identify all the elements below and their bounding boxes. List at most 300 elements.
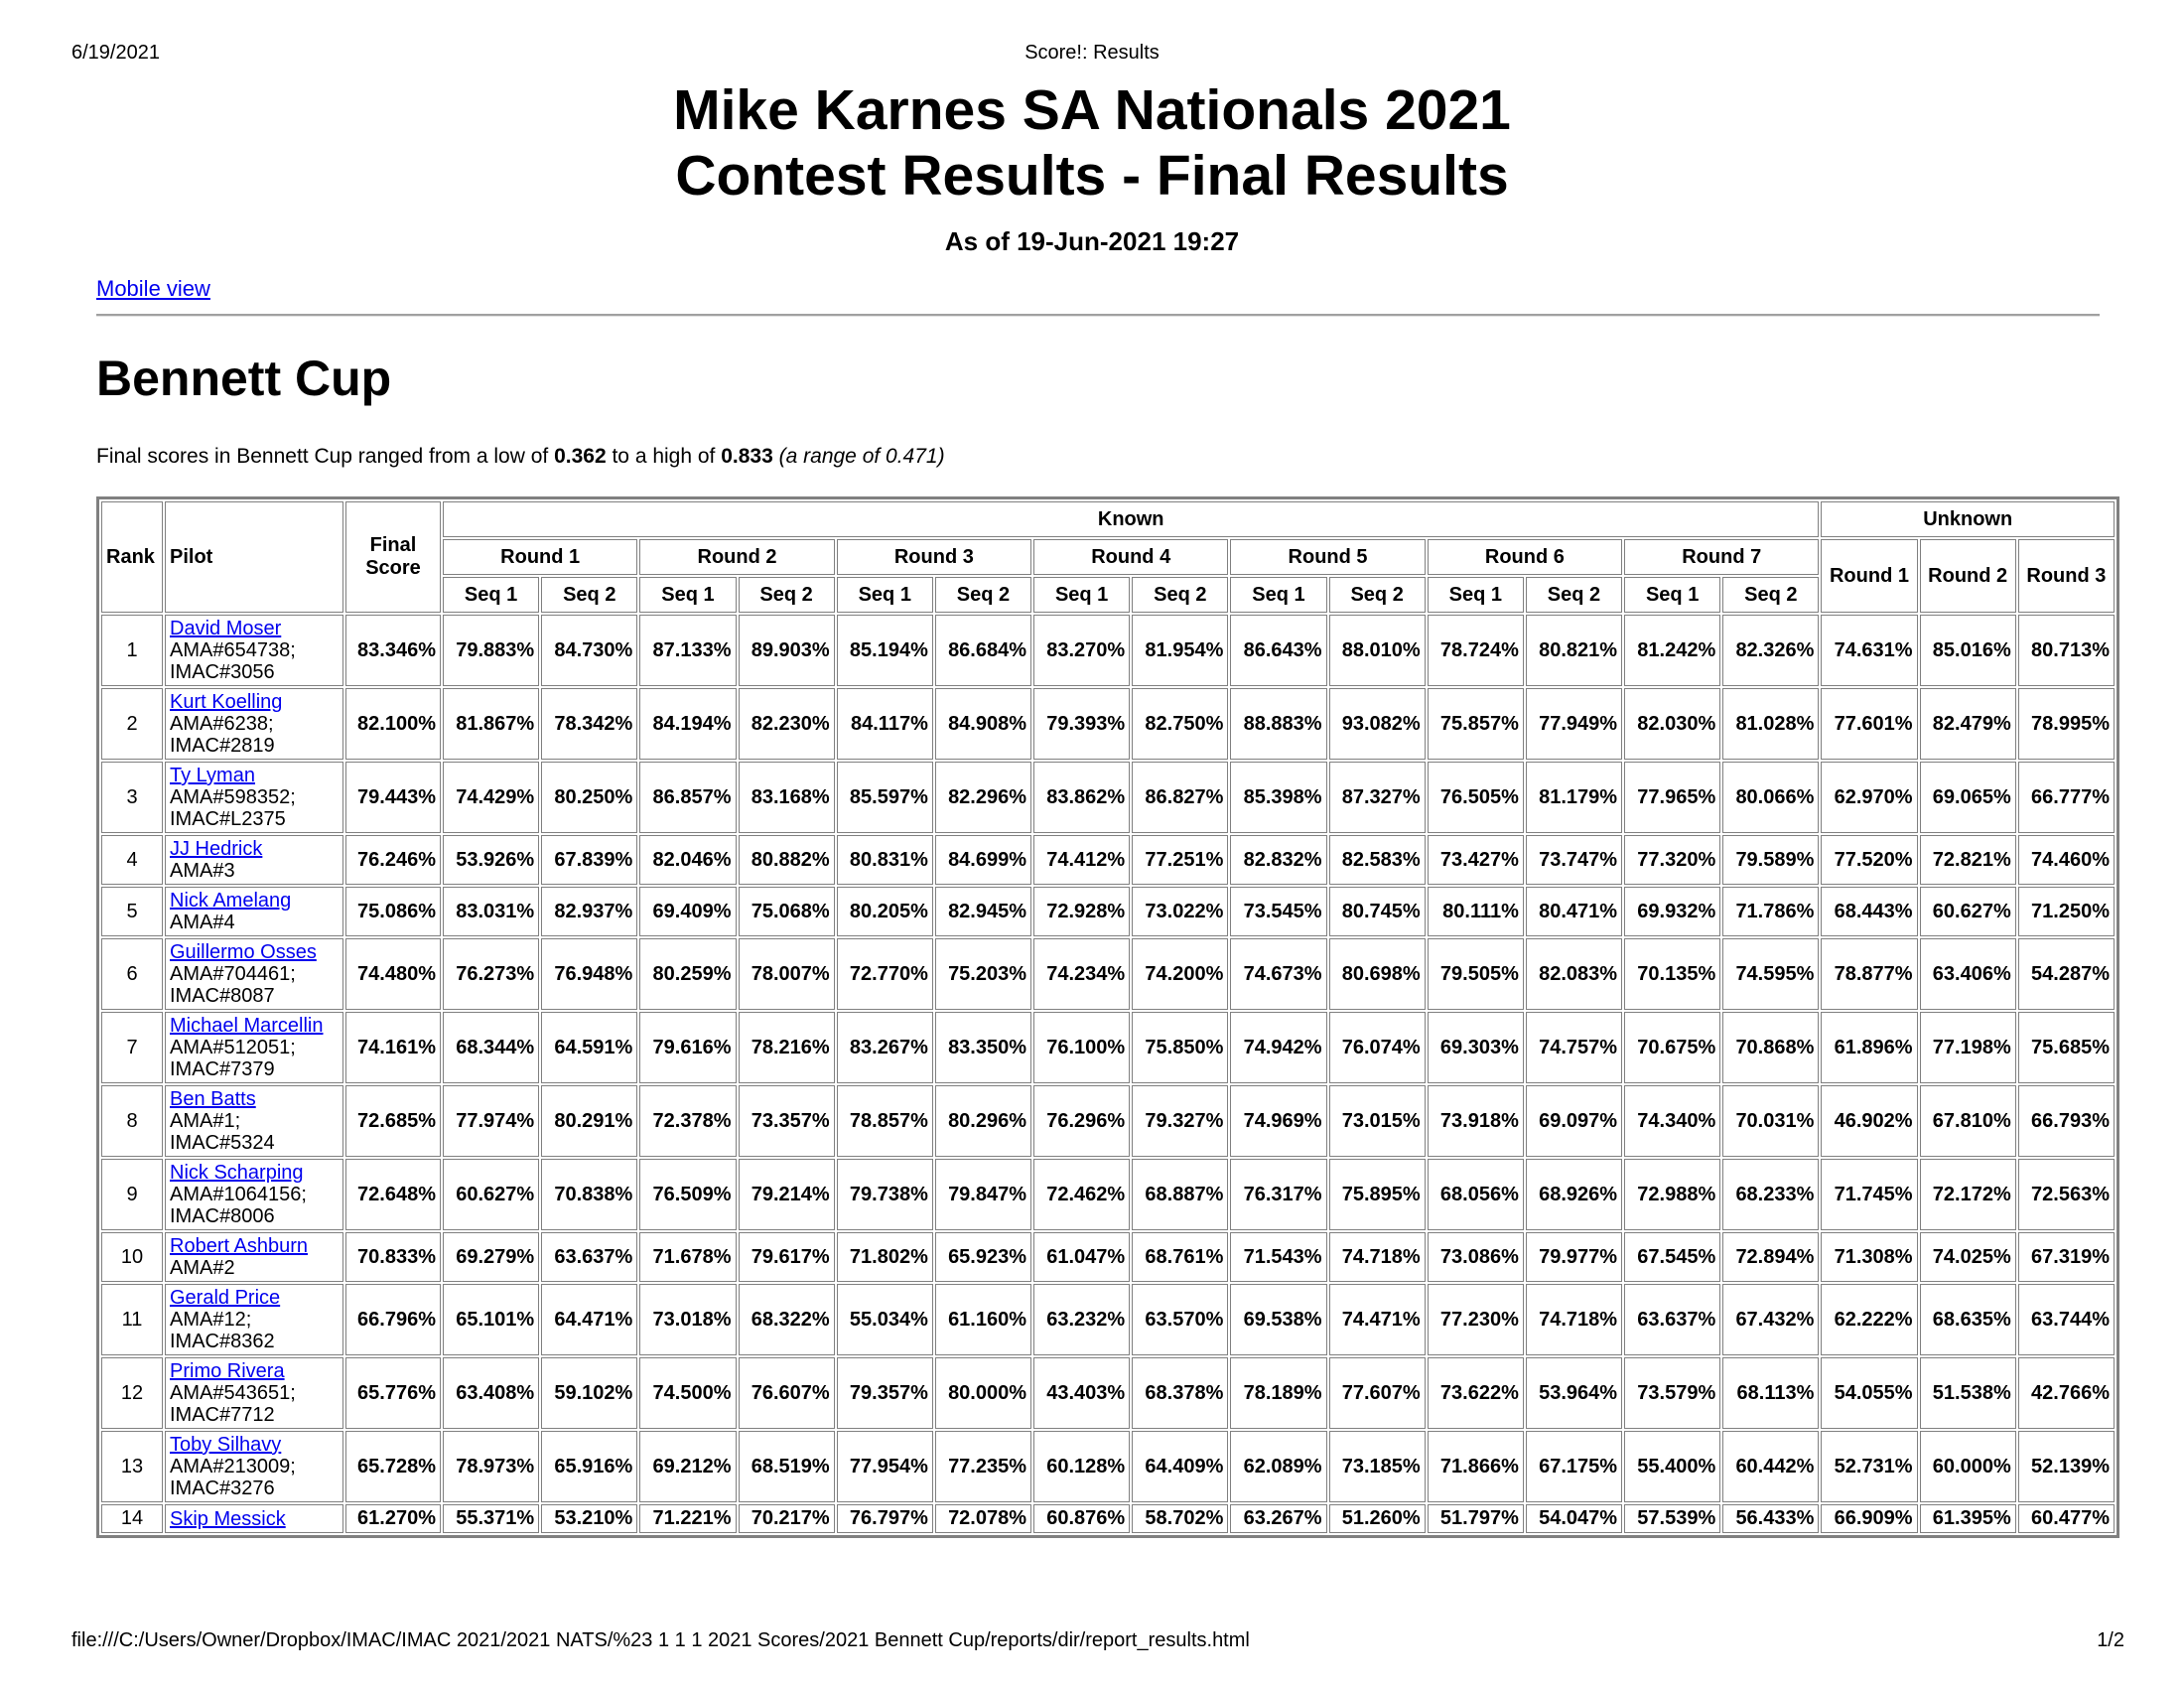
unknown-score-cell: 66.909%	[1821, 1504, 1917, 1533]
known-score-cell: 77.607%	[1329, 1357, 1426, 1429]
final-score-cell: 79.443%	[345, 762, 441, 833]
final-score-cell: 74.480%	[345, 938, 441, 1010]
known-score-cell: 73.579%	[1624, 1357, 1720, 1429]
known-score-cell: 77.954%	[837, 1431, 933, 1502]
pilot-member-id: AMA#2	[170, 1257, 235, 1279]
final-score-cell: 72.685%	[345, 1085, 441, 1157]
known-score-cell: 63.408%	[443, 1357, 539, 1429]
pilot-name-link[interactable]: Michael Marcellin	[170, 1015, 324, 1037]
seq-2-header: Seq 2	[1132, 577, 1228, 613]
seq-1-header: Seq 1	[1428, 577, 1524, 613]
final-score-cell: 65.728%	[345, 1431, 441, 1502]
known-score-cell: 83.168%	[739, 762, 835, 833]
unknown-round-header: Round 2	[1920, 539, 2016, 613]
pilot-member-id: AMA#1064156;	[170, 1184, 307, 1205]
known-score-cell: 53.964%	[1526, 1357, 1622, 1429]
pilot-name-link[interactable]: David Moser	[170, 618, 282, 639]
known-score-cell: 80.882%	[739, 835, 835, 885]
pilot-member-id: AMA#6238;	[170, 713, 274, 735]
seq-1-header: Seq 1	[1230, 577, 1326, 613]
known-score-cell: 60.876%	[1033, 1504, 1130, 1533]
known-score-cell: 79.327%	[1132, 1085, 1228, 1157]
known-score-cell: 68.113%	[1722, 1357, 1819, 1429]
known-score-cell: 73.015%	[1329, 1085, 1426, 1157]
known-score-cell: 68.887%	[1132, 1159, 1228, 1230]
pilot-member-id: AMA#654738;	[170, 639, 296, 661]
seq-2-header: Seq 2	[739, 577, 835, 613]
known-score-cell: 65.916%	[541, 1431, 637, 1502]
known-score-cell: 83.270%	[1033, 615, 1130, 686]
known-score-cell: 74.471%	[1329, 1284, 1426, 1355]
known-score-cell: 68.378%	[1132, 1357, 1228, 1429]
known-score-cell: 68.056%	[1428, 1159, 1524, 1230]
known-score-cell: 78.973%	[443, 1431, 539, 1502]
known-score-cell: 76.100%	[1033, 1012, 1130, 1083]
known-score-cell: 81.867%	[443, 688, 539, 760]
known-score-cell: 76.273%	[443, 938, 539, 1010]
seq-1-header: Seq 1	[1033, 577, 1130, 613]
pilot-name-link[interactable]: Ty Lyman	[170, 765, 255, 786]
known-score-cell: 82.937%	[541, 887, 637, 936]
known-score-cell: 53.210%	[541, 1504, 637, 1533]
known-score-cell: 73.357%	[739, 1085, 835, 1157]
unknown-score-cell: 80.713%	[2018, 615, 2115, 686]
unknown-header: Unknown	[1821, 501, 2115, 537]
known-score-cell: 84.699%	[935, 835, 1031, 885]
pilot-name-link[interactable]: Guillermo Osses	[170, 941, 317, 963]
pilot-cell	[165, 1232, 343, 1282]
rank-cell: 13	[101, 1431, 163, 1502]
unknown-score-cell: 72.172%	[1920, 1159, 2016, 1230]
known-score-cell: 81.954%	[1132, 615, 1228, 686]
known-score-cell: 73.427%	[1428, 835, 1524, 885]
known-score-cell: 76.509%	[639, 1159, 736, 1230]
pilot-name-link[interactable]: Toby Silhavy	[170, 1434, 282, 1456]
final-score-header: Final Score	[345, 501, 441, 613]
known-score-cell: 78.216%	[739, 1012, 835, 1083]
known-score-cell: 72.894%	[1722, 1232, 1819, 1282]
unknown-score-cell: 67.810%	[1920, 1085, 2016, 1157]
pilot-cell	[165, 887, 343, 936]
pilot-member-id: IMAC#7379	[170, 1058, 275, 1080]
known-score-cell: 77.230%	[1428, 1284, 1524, 1355]
known-score-cell: 79.738%	[837, 1159, 933, 1230]
rank-cell: 9	[101, 1159, 163, 1230]
known-score-cell: 64.471%	[541, 1284, 637, 1355]
rank-cell: 8	[101, 1085, 163, 1157]
pilot-name-link[interactable]: JJ Hedrick	[170, 838, 263, 860]
known-score-cell: 56.433%	[1722, 1504, 1819, 1533]
pilot-member-id: IMAC#8362	[170, 1331, 275, 1352]
seq-2-header: Seq 2	[1722, 577, 1819, 613]
pilot-member-id: IMAC#2819	[170, 735, 275, 757]
known-score-cell: 71.678%	[639, 1232, 736, 1282]
unknown-score-cell: 42.766%	[2018, 1357, 2115, 1429]
known-score-cell: 70.675%	[1624, 1012, 1720, 1083]
known-score-cell: 69.212%	[639, 1431, 736, 1502]
pilot-cell	[165, 1357, 343, 1429]
pilot-member-id: IMAC#3056	[170, 661, 275, 683]
horizontal-divider	[96, 314, 2100, 317]
known-score-cell: 62.089%	[1230, 1431, 1326, 1502]
known-score-cell: 84.908%	[935, 688, 1031, 760]
known-score-cell: 63.637%	[1624, 1284, 1720, 1355]
known-score-cell: 74.942%	[1230, 1012, 1326, 1083]
pilot-member-id: IMAC#8006	[170, 1205, 275, 1227]
mobile-view-link[interactable]: Mobile view	[96, 276, 210, 301]
known-score-cell: 84.117%	[837, 688, 933, 760]
print-page-title: Score!: Results	[1024, 42, 1160, 64]
known-score-cell: 82.296%	[935, 762, 1031, 833]
unknown-score-cell: 60.000%	[1920, 1431, 2016, 1502]
known-score-cell: 75.850%	[1132, 1012, 1228, 1083]
pilot-member-id: IMAC#8087	[170, 985, 275, 1007]
known-score-cell: 74.500%	[639, 1357, 736, 1429]
known-score-cell: 78.189%	[1230, 1357, 1326, 1429]
known-score-cell: 81.028%	[1722, 688, 1819, 760]
known-score-cell: 80.698%	[1329, 938, 1426, 1010]
known-score-cell: 79.357%	[837, 1357, 933, 1429]
header-row-groups	[101, 501, 2115, 537]
unknown-score-cell: 71.250%	[2018, 887, 2115, 936]
known-round-header: Round 2	[639, 539, 834, 575]
known-score-cell: 71.543%	[1230, 1232, 1326, 1282]
known-score-cell: 81.242%	[1624, 615, 1720, 686]
results-table-container	[96, 496, 2119, 1611]
known-score-cell: 82.832%	[1230, 835, 1326, 885]
known-score-cell: 69.279%	[443, 1232, 539, 1282]
pilot-name-link[interactable]: Primo Rivera	[170, 1360, 285, 1382]
known-score-cell: 79.883%	[443, 615, 539, 686]
pilot-name-link[interactable]: Ben Batts	[170, 1088, 256, 1110]
known-score-cell: 82.083%	[1526, 938, 1622, 1010]
known-score-cell: 70.135%	[1624, 938, 1720, 1010]
known-score-cell: 58.702%	[1132, 1504, 1228, 1533]
known-score-cell: 68.322%	[739, 1284, 835, 1355]
known-score-cell: 87.327%	[1329, 762, 1426, 833]
known-score-cell: 69.097%	[1526, 1085, 1622, 1157]
known-score-cell: 73.622%	[1428, 1357, 1524, 1429]
known-score-cell: 70.031%	[1722, 1085, 1819, 1157]
unknown-score-cell: 74.025%	[1920, 1232, 2016, 1282]
final-score-cell: 76.246%	[345, 835, 441, 885]
known-score-cell: 55.371%	[443, 1504, 539, 1533]
known-score-cell: 80.291%	[541, 1085, 637, 1157]
known-score-cell: 79.589%	[1722, 835, 1819, 885]
unknown-score-cell: 66.793%	[2018, 1085, 2115, 1157]
known-score-cell: 83.031%	[443, 887, 539, 936]
known-score-cell: 72.462%	[1033, 1159, 1130, 1230]
rank-cell: 5	[101, 887, 163, 936]
unknown-score-cell: 74.460%	[2018, 835, 2115, 885]
final-score-cell: 70.833%	[345, 1232, 441, 1282]
summary-text-1: Final scores in Bennett Cup ranged from a low of	[96, 445, 555, 468]
rank-cell: 2	[101, 688, 163, 760]
unknown-round-header: Round 1	[1821, 539, 1917, 613]
final-score-cell: 65.776%	[345, 1357, 441, 1429]
known-score-cell: 76.505%	[1428, 762, 1524, 833]
known-score-cell: 77.974%	[443, 1085, 539, 1157]
known-score-cell: 61.160%	[935, 1284, 1031, 1355]
known-score-cell: 80.205%	[837, 887, 933, 936]
known-score-cell: 59.102%	[541, 1357, 637, 1429]
known-score-cell: 74.200%	[1132, 938, 1228, 1010]
pilot-cell	[165, 1431, 343, 1502]
known-score-cell: 74.340%	[1624, 1085, 1720, 1157]
known-score-cell: 84.730%	[541, 615, 637, 686]
seq-1-header: Seq 1	[443, 577, 539, 613]
known-score-cell: 68.519%	[739, 1431, 835, 1502]
score-range-summary	[96, 445, 945, 469]
pilot-cell	[165, 1284, 343, 1355]
unknown-score-cell: 61.395%	[1920, 1504, 2016, 1533]
known-score-cell: 80.821%	[1526, 615, 1622, 686]
seq-1-header: Seq 1	[1624, 577, 1720, 613]
unknown-score-cell: 77.520%	[1821, 835, 1917, 885]
known-score-cell: 53.926%	[443, 835, 539, 885]
table-row	[101, 1159, 2115, 1230]
known-score-cell: 86.857%	[639, 762, 736, 833]
known-score-cell: 75.068%	[739, 887, 835, 936]
unknown-score-cell: 62.222%	[1821, 1284, 1917, 1355]
table-row	[101, 762, 2115, 833]
known-score-cell: 72.770%	[837, 938, 933, 1010]
unknown-score-cell: 51.538%	[1920, 1357, 2016, 1429]
known-score-cell: 57.539%	[1624, 1504, 1720, 1533]
title-line-1: Mike Karnes SA Nationals 2021	[673, 78, 1511, 142]
rank-cell: 1	[101, 615, 163, 686]
known-score-cell: 74.673%	[1230, 938, 1326, 1010]
known-score-cell: 76.074%	[1329, 1012, 1426, 1083]
unknown-score-cell: 78.877%	[1821, 938, 1917, 1010]
known-header: Known	[443, 501, 1819, 537]
known-score-cell: 86.684%	[935, 615, 1031, 686]
unknown-score-cell: 52.139%	[2018, 1431, 2115, 1502]
known-score-cell: 64.591%	[541, 1012, 637, 1083]
known-score-cell: 71.802%	[837, 1232, 933, 1282]
known-score-cell: 75.203%	[935, 938, 1031, 1010]
known-round-header: Round 4	[1033, 539, 1228, 575]
known-score-cell: 67.839%	[541, 835, 637, 885]
known-score-cell: 83.267%	[837, 1012, 933, 1083]
title-line-2: Contest Results - Final Results	[675, 144, 1509, 208]
unknown-score-cell: 68.635%	[1920, 1284, 2016, 1355]
pilot-member-id: IMAC#L2375	[170, 808, 286, 830]
unknown-score-cell: 75.685%	[2018, 1012, 2115, 1083]
known-score-cell: 77.965%	[1624, 762, 1720, 833]
rank-cell: 10	[101, 1232, 163, 1282]
pilot-member-id: AMA#512051;	[170, 1037, 296, 1058]
known-score-cell: 61.047%	[1033, 1232, 1130, 1282]
known-score-cell: 63.570%	[1132, 1284, 1228, 1355]
results-table	[96, 496, 2119, 1538]
unknown-score-cell: 72.563%	[2018, 1159, 2115, 1230]
known-score-cell: 80.296%	[935, 1085, 1031, 1157]
known-score-cell: 84.194%	[639, 688, 736, 760]
pilot-name-link[interactable]: Robert Ashburn	[170, 1235, 308, 1257]
as-of-timestamp: As of 19-Jun-2021 19:27	[944, 226, 1240, 256]
known-score-cell: 80.259%	[639, 938, 736, 1010]
pilot-name-link[interactable]: Nick Scharping	[170, 1162, 304, 1184]
known-score-cell: 68.761%	[1132, 1232, 1228, 1282]
known-score-cell: 67.545%	[1624, 1232, 1720, 1282]
known-score-cell: 63.267%	[1230, 1504, 1326, 1533]
known-score-cell: 78.342%	[541, 688, 637, 760]
unknown-score-cell: 71.308%	[1821, 1232, 1917, 1282]
known-score-cell: 73.185%	[1329, 1431, 1426, 1502]
known-score-cell: 82.046%	[639, 835, 736, 885]
summary-range-note: (a range of 0.471)	[778, 445, 945, 468]
pilot-name-link[interactable]: Kurt Koelling	[170, 691, 283, 713]
pilot-name-link[interactable]: Skip Messick	[170, 1507, 286, 1530]
known-score-cell: 76.797%	[837, 1504, 933, 1533]
final-score-cell: 66.796%	[345, 1284, 441, 1355]
known-round-header: Round 3	[837, 539, 1031, 575]
known-score-cell: 89.903%	[739, 615, 835, 686]
footer-page-number: 1/2	[2097, 1629, 2124, 1651]
known-score-cell: 72.928%	[1033, 887, 1130, 936]
known-score-cell: 85.597%	[837, 762, 933, 833]
known-score-cell: 51.260%	[1329, 1504, 1426, 1533]
known-score-cell: 78.857%	[837, 1085, 933, 1157]
table-row	[101, 1085, 2115, 1157]
seq-1-header: Seq 1	[639, 577, 736, 613]
known-score-cell: 72.078%	[935, 1504, 1031, 1533]
unknown-score-cell: 77.601%	[1821, 688, 1917, 760]
final-score-cell: 83.346%	[345, 615, 441, 686]
rank-cell: 7	[101, 1012, 163, 1083]
known-score-cell: 63.232%	[1033, 1284, 1130, 1355]
pilot-cell	[165, 688, 343, 760]
known-score-cell: 72.378%	[639, 1085, 736, 1157]
known-score-cell: 82.945%	[935, 887, 1031, 936]
known-score-cell: 80.066%	[1722, 762, 1819, 833]
known-score-cell: 73.747%	[1526, 835, 1622, 885]
footer-file-path: file:///C:/Users/Owner/Dropbox/IMAC/IMAC 2021/2021 NATS/%23 1 1 1 2021 Scores/2021 Bennett Cup/reports/dir/report_results.html	[71, 1629, 1250, 1651]
table-row	[101, 1357, 2115, 1429]
known-score-cell: 68.926%	[1526, 1159, 1622, 1230]
known-score-cell: 80.831%	[837, 835, 933, 885]
known-score-cell: 74.969%	[1230, 1085, 1326, 1157]
pilot-member-id: AMA#598352;	[170, 786, 296, 808]
pilot-cell	[165, 615, 343, 686]
known-score-cell: 93.082%	[1329, 688, 1426, 760]
known-score-cell: 82.583%	[1329, 835, 1426, 885]
known-score-cell: 60.128%	[1033, 1431, 1130, 1502]
rank-cell: 14	[101, 1504, 163, 1533]
results-table-header	[101, 501, 2115, 613]
table-row	[101, 887, 2115, 936]
known-score-cell: 69.303%	[1428, 1012, 1524, 1083]
known-score-cell: 60.442%	[1722, 1431, 1819, 1502]
table-row	[101, 1012, 2115, 1083]
page-title	[0, 77, 2184, 209]
known-score-cell: 79.977%	[1526, 1232, 1622, 1282]
rank-header: Rank	[101, 501, 163, 613]
known-score-cell: 71.866%	[1428, 1431, 1524, 1502]
known-score-cell: 75.895%	[1329, 1159, 1426, 1230]
known-score-cell: 79.847%	[935, 1159, 1031, 1230]
known-score-cell: 82.750%	[1132, 688, 1228, 760]
known-score-cell: 79.393%	[1033, 688, 1130, 760]
pilot-member-id: AMA#704461;	[170, 963, 296, 985]
pilot-member-id: AMA#1;	[170, 1110, 241, 1132]
known-score-cell: 88.883%	[1230, 688, 1326, 760]
seq-1-header: Seq 1	[837, 577, 933, 613]
known-score-cell: 87.133%	[639, 615, 736, 686]
pilot-name-link[interactable]: Nick Amelang	[170, 890, 292, 912]
known-score-cell: 74.595%	[1722, 938, 1819, 1010]
final-score-cell: 72.648%	[345, 1159, 441, 1230]
unknown-score-cell: 52.731%	[1821, 1431, 1917, 1502]
pilot-cell	[165, 1012, 343, 1083]
known-score-cell: 82.030%	[1624, 688, 1720, 760]
pilot-member-id: AMA#543651;	[170, 1382, 296, 1404]
known-score-cell: 55.400%	[1624, 1431, 1720, 1502]
known-score-cell: 76.948%	[541, 938, 637, 1010]
table-row	[101, 835, 2115, 885]
known-score-cell: 77.949%	[1526, 688, 1622, 760]
known-score-cell: 69.409%	[639, 887, 736, 936]
known-score-cell: 51.797%	[1428, 1504, 1524, 1533]
unknown-score-cell: 54.055%	[1821, 1357, 1917, 1429]
table-row	[101, 1431, 2115, 1502]
unknown-score-cell: 60.477%	[2018, 1504, 2115, 1533]
known-score-cell: 80.000%	[935, 1357, 1031, 1429]
known-score-cell: 70.217%	[739, 1504, 835, 1533]
known-score-cell: 82.230%	[739, 688, 835, 760]
pilot-cell	[165, 835, 343, 885]
known-score-cell: 74.429%	[443, 762, 539, 833]
table-row	[101, 938, 2115, 1010]
table-row	[101, 1504, 2115, 1533]
known-round-header: Round 7	[1624, 539, 1819, 575]
rank-cell: 6	[101, 938, 163, 1010]
known-score-cell: 73.545%	[1230, 887, 1326, 936]
known-score-cell: 76.317%	[1230, 1159, 1326, 1230]
known-score-cell: 67.175%	[1526, 1431, 1622, 1502]
known-score-cell: 76.607%	[739, 1357, 835, 1429]
known-score-cell: 77.251%	[1132, 835, 1228, 885]
rank-cell: 12	[101, 1357, 163, 1429]
seq-2-header: Seq 2	[541, 577, 637, 613]
pilot-member-id: AMA#3	[170, 860, 235, 882]
known-score-cell: 85.194%	[837, 615, 933, 686]
unknown-score-cell: 85.016%	[1920, 615, 2016, 686]
known-round-header: Round 6	[1428, 539, 1622, 575]
unknown-score-cell: 68.443%	[1821, 887, 1917, 936]
known-score-cell: 73.086%	[1428, 1232, 1524, 1282]
print-date: 6/19/2021	[71, 42, 160, 64]
known-score-cell: 76.296%	[1033, 1085, 1130, 1157]
known-score-cell: 79.616%	[639, 1012, 736, 1083]
final-score-cell: 82.100%	[345, 688, 441, 760]
rank-cell: 4	[101, 835, 163, 885]
known-score-cell: 86.643%	[1230, 615, 1326, 686]
pilot-name-link[interactable]: Gerald Price	[170, 1287, 281, 1309]
unknown-score-cell: 46.902%	[1821, 1085, 1917, 1157]
known-score-cell: 73.022%	[1132, 887, 1228, 936]
known-score-cell: 67.432%	[1722, 1284, 1819, 1355]
known-score-cell: 65.923%	[935, 1232, 1031, 1282]
unknown-round-header: Round 3	[2018, 539, 2115, 613]
rank-cell: 11	[101, 1284, 163, 1355]
unknown-score-cell: 82.479%	[1920, 688, 2016, 760]
known-score-cell: 79.214%	[739, 1159, 835, 1230]
known-score-cell: 71.221%	[639, 1504, 736, 1533]
known-score-cell: 70.868%	[1722, 1012, 1819, 1083]
pilot-header: Pilot	[165, 501, 343, 613]
